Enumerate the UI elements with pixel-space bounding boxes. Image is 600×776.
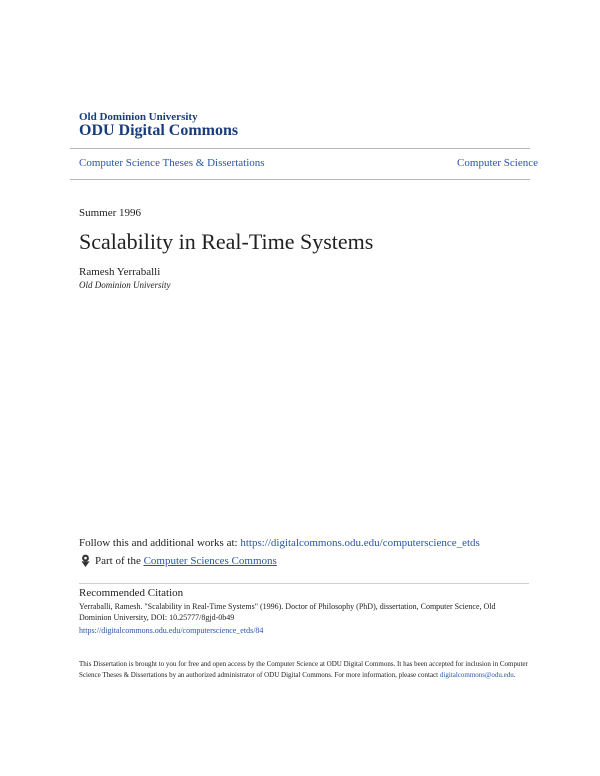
partof-prefix: Part of the <box>95 554 141 567</box>
divider-top <box>70 148 530 149</box>
citation-divider <box>79 583 529 584</box>
citation-heading: Recommended Citation <box>79 587 184 599</box>
citation-url-link[interactable]: https://digitalcommons.odu.edu/computerscience_etds/84 <box>79 626 264 635</box>
computer-sciences-commons-link[interactable]: Computer Sciences Commons <box>143 554 277 567</box>
part-of-line <box>79 554 277 567</box>
department-link[interactable]: Computer Science <box>457 157 538 169</box>
publication-date: Summer 1996 <box>79 207 142 219</box>
author-affiliation: Old Dominion University <box>79 280 171 290</box>
citation-text: Yerraballi, Ramesh. "Scalability in Real-Time Systems" (1996). Doctor of Philosophy (PhD), dissertation, Computer Science, Old Dominion University, DOI: 10.25777/8gjd-0b49 <box>79 602 496 622</box>
footer-text: This Dissertation is brought to you for free and open access by the Computer Science at ODU Digital Commons. It has been accepted for inclusion in Computer Science Theses & Dissertations by an authorized administrator of ODU Digital Commons. For more information, please contact <box>79 660 528 679</box>
follow-line <box>79 537 480 549</box>
creative-commons-icon <box>79 554 92 567</box>
institution-name: Old Dominion University <box>79 111 198 123</box>
divider-bottom <box>70 179 530 180</box>
contact-email-link[interactable]: digitalcommons@odu.edu <box>439 671 514 679</box>
footer-notice <box>79 659 529 681</box>
follow-url-link[interactable]: https://digitalcommons.odu.edu/computerscience_etds <box>240 537 480 549</box>
author-name: Ramesh Yerraballi <box>79 266 161 278</box>
paper-title: Scalability in Real-Time Systems <box>79 229 374 254</box>
footer-end: . <box>513 671 516 679</box>
follow-prefix: Follow this and additional works at: <box>79 537 241 549</box>
repository-name[interactable]: ODU Digital Commons <box>79 122 239 139</box>
collection-link[interactable]: Computer Science Theses & Dissertations <box>79 157 265 169</box>
